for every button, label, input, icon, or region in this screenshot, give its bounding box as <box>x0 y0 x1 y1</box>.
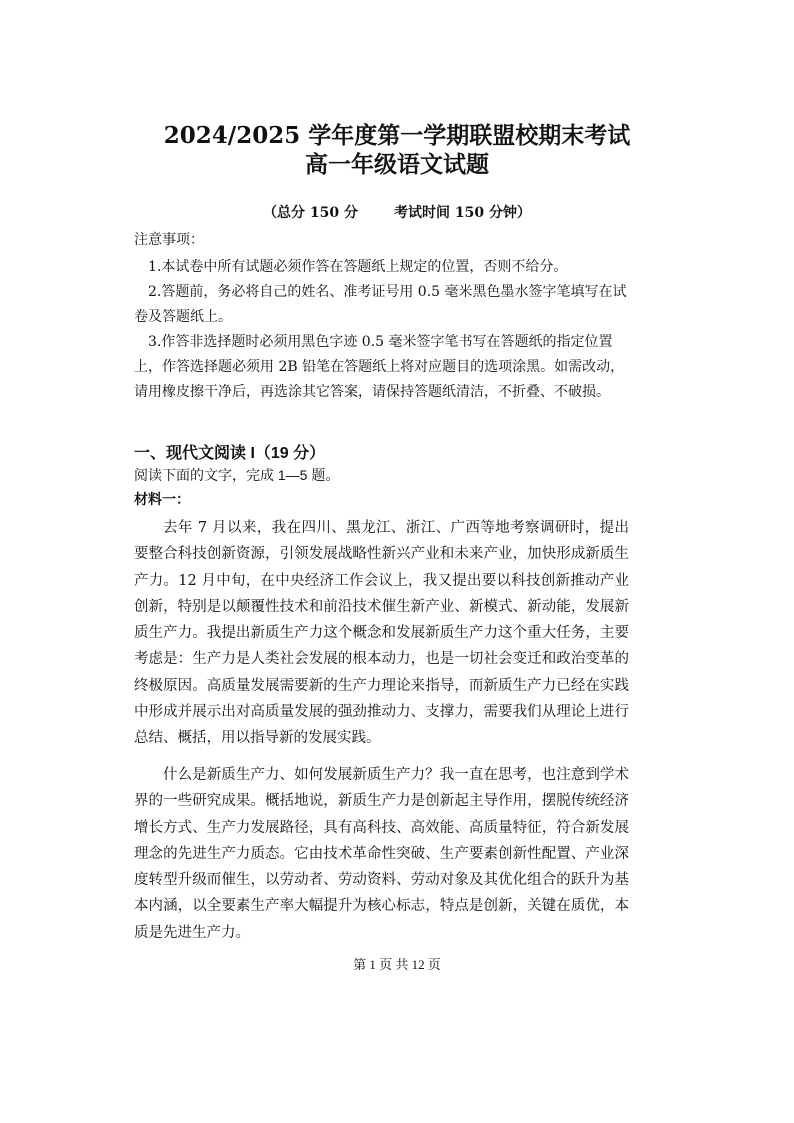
notice-item: 3.作答非选择题时必须用黑色字迹 0.5 毫米签字笔书写在答题纸的指定位置上，作答选择题必须用 2B 铅笔在答题纸上将对应题目的选项涂黑。如需改动，请用橡皮擦干净后，再选涂其它答案，请保持答题纸清洁，不折叠、不破损。 <box>134 334 625 400</box>
passage-paragraph: 什么是新质生产力、如何发展新质生产力？我一直在思考，也注意到学术界的一些研究成果。概括地说，新质生产力是创新起主导作用，摆脱传统经济增长方式、生产力发展路径，具有高科技、高效能、高质量特征，符合新发展理念的先进生产力质态。它由技术革命性突破、生产要素创新性配置、产业深度转型升级而催生，以劳动者、劳动资料、劳动对象及其优化组合的跃升为基本内涵，以全要素生产率大幅提升为核心标志，特点是创新，关键在质优，本质是先进生产力。 <box>134 767 629 941</box>
total-score: （总分 150 分 <box>263 205 358 221</box>
section-instruction: 阅读下面的文字，完成 1—5 题。 <box>134 467 340 483</box>
exam-time: 考试时间 150 分钟） <box>394 205 531 221</box>
section-title: 一、现代文阅读 I（19 分） <box>134 445 326 462</box>
score-time-line <box>0 202 794 222</box>
notice-title: 注意事项： <box>134 232 204 248</box>
passage-paragraph: 去年 7 月以来，我在四川、黑龙江、浙江、广西等地考察调研时，提出要整合科技创新资源，引领发展战略性新兴产业和未来产业，加快形成新质生产力。12 月中旬，在中央经济工作会议上，我又提出要以科技创新推动产业创新，特别是以颠覆性技术和前沿技术催生新产业、新模式、新动能，发展新质生产力。我提出新质生产力这个概念和发展新质生产力这个重大任务，主要考虑是：生产力是人类社会发展的根本动力，也是一切社会变迁和政治变革的终极原因。高质量发展需要新的生产力理论来指导，而新质生产力已经在实践中形成并展示出对高质量发展的强劲推动力、支撑力，需要我们从理论上进行总结、概括，用以指导新的发展实践。 <box>134 520 629 747</box>
page-number: 第 1 页 共 12 页 <box>353 957 441 972</box>
notice-item: 1.本试卷中所有试题必须作答在答题纸上规定的位置，否则不给分。 <box>148 259 568 275</box>
material-label: 材料一： <box>134 491 190 507</box>
exam-title: 2024/2025 学年度第一学期联盟校期末考试 <box>163 122 631 149</box>
exam-subtitle: 高一年级语文试题 <box>305 151 489 178</box>
notice-item: 2.答题前，务必将自己的姓名、准考证号用 0.5 毫米黑色墨水签字笔填写在试卷及答题纸上。 <box>134 284 627 325</box>
